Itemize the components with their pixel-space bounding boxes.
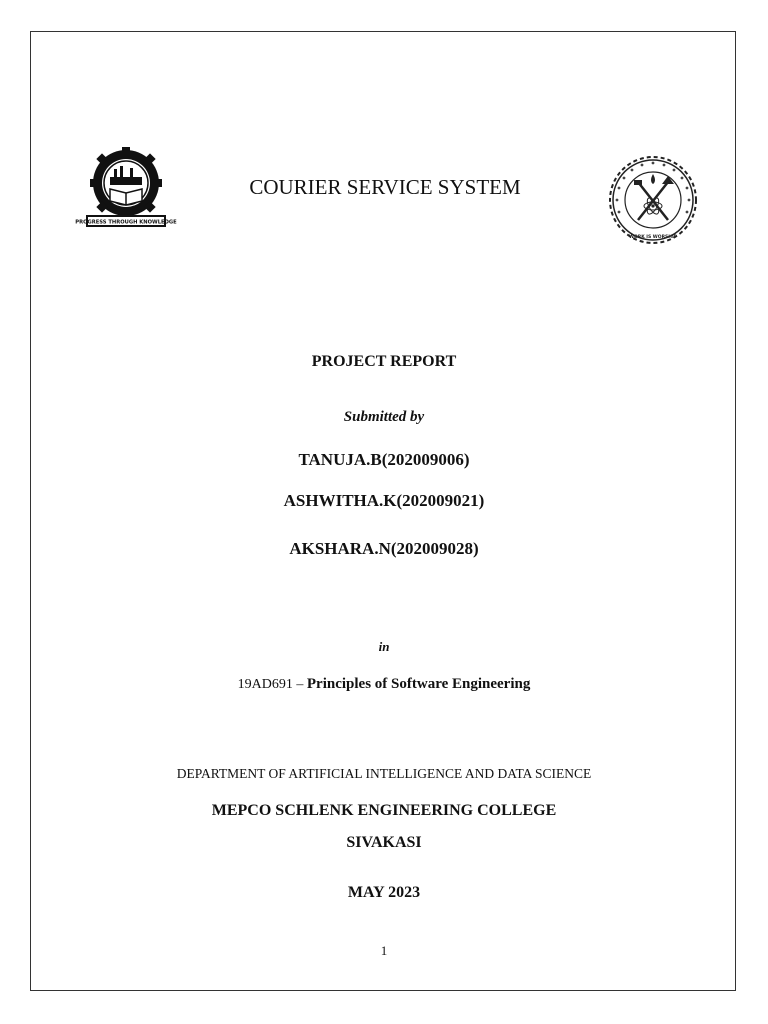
student-name-2: ASHWITHA.K(202009021) [283, 491, 485, 510]
report-type-heading: PROJECT REPORT [311, 353, 457, 370]
department-name: DEPARTMENT OF ARTIFICIAL INTELLIGENCE AND DATA SCIENCE [176, 766, 592, 781]
mepco-schlenk-college-seal-icon [608, 154, 698, 246]
submitted-by-label: Submitted by [343, 409, 425, 425]
college-name: MEPCO SCHLENK ENGINEERING COLLEGE [211, 802, 557, 819]
course-line [0, 675, 768, 693]
mepco-motto-text: WORK IS WORSHIP [628, 235, 678, 240]
student-name-3: AKSHARA.N(202009028) [289, 539, 479, 558]
page-number: 1 [380, 943, 388, 958]
course-name: Principles of Software Engineering [306, 676, 531, 692]
anna-university-banner-text: PROGRESS THROUGH KNOWLEDGE [75, 219, 177, 226]
course-separator: – [292, 677, 307, 692]
student-name-1: TANUJA.B(202009006) [298, 450, 470, 469]
anna-university-logo-icon [75, 147, 177, 229]
course-code: 19AD691 [237, 677, 293, 692]
submission-date: MAY 2023 [347, 884, 421, 901]
document-title: COURIER SERVICE SYSTEM [249, 175, 521, 199]
in-label: in [378, 639, 390, 654]
college-city: SIVAKASI [346, 834, 422, 851]
